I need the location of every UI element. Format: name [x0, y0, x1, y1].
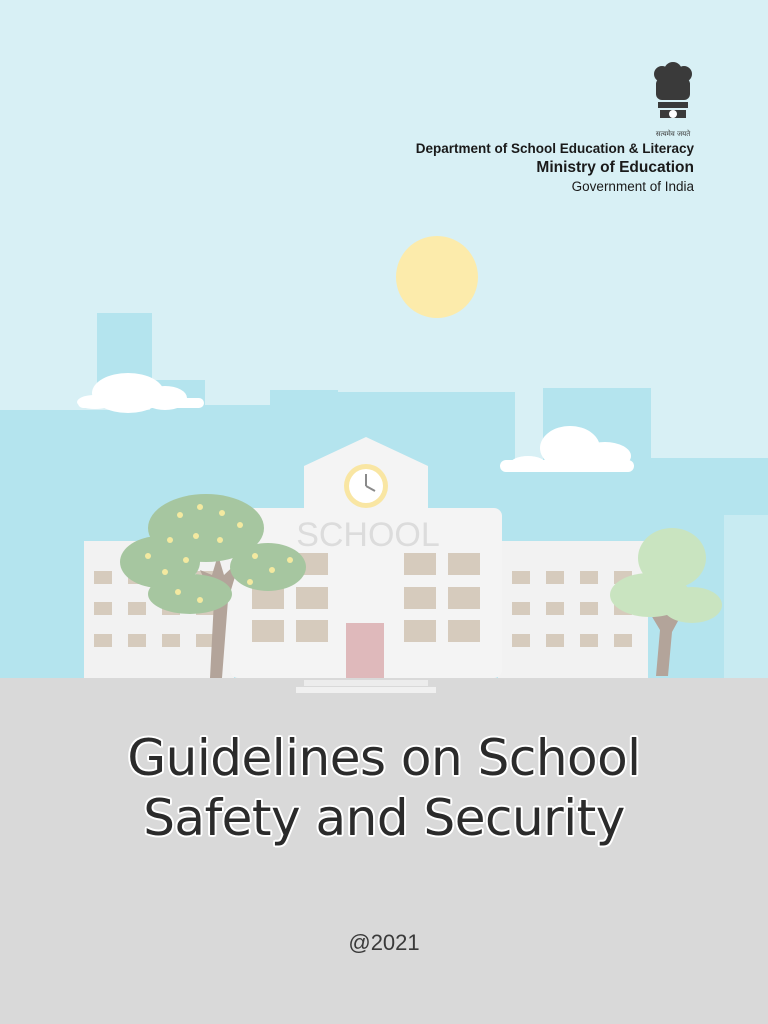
national-emblem-icon — [648, 62, 698, 140]
ministry-name: Ministry of Education — [536, 159, 694, 176]
svg-text:सत्यमेव जयते: सत्यमेव जयते — [655, 130, 691, 138]
title-line-2: Safety and Security — [143, 789, 625, 847]
title-line-1: Guidelines on School — [127, 729, 641, 787]
clock-icon — [344, 464, 388, 508]
publisher-block — [416, 140, 694, 196]
publication-year: @2021 — [348, 930, 420, 955]
cloud-left — [77, 373, 204, 413]
door — [346, 623, 384, 678]
department-name: Department of School Education & Literacy — [415, 141, 694, 156]
government-name: Government of India — [571, 179, 694, 194]
cover-title — [0, 728, 768, 848]
sun — [396, 236, 478, 318]
building-sign: SCHOOL — [296, 516, 440, 554]
